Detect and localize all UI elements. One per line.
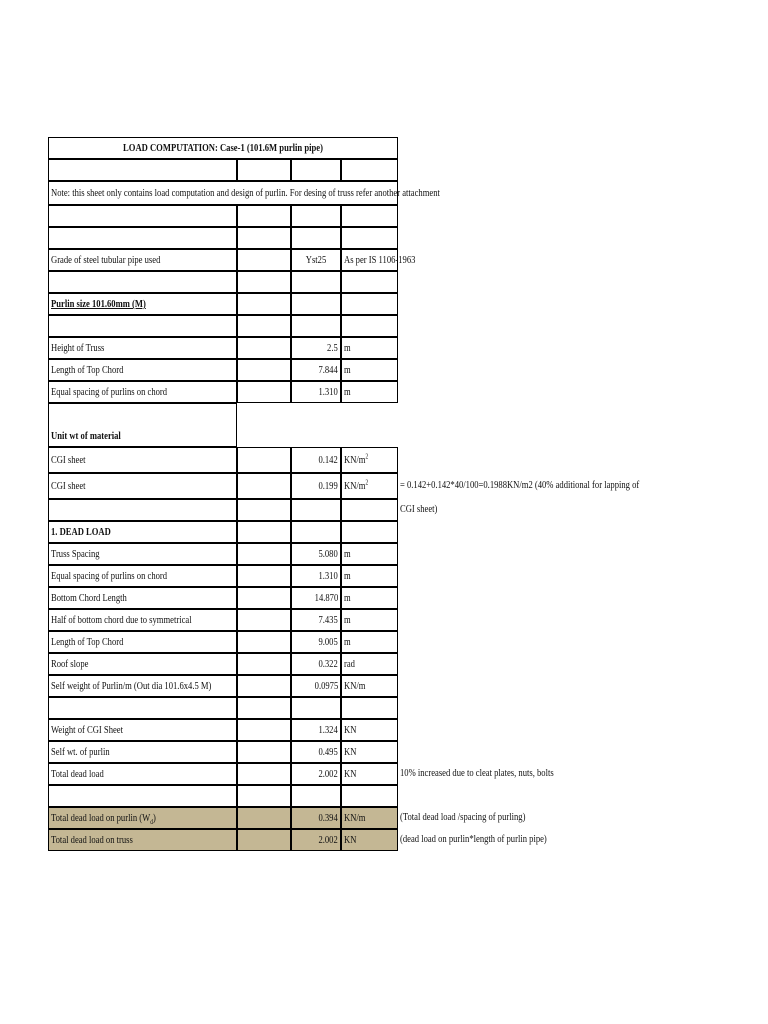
row-unit: m: [344, 592, 351, 604]
empty-cell: [237, 159, 291, 181]
unit-cell: [341, 675, 398, 697]
empty-cell: [237, 785, 291, 807]
empty-cell: [237, 587, 291, 609]
empty-cell: [341, 697, 398, 719]
unit-cell: [341, 565, 398, 587]
empty-cell: [48, 403, 237, 425]
row-value: 1.310: [318, 386, 338, 398]
value-cell: [291, 447, 341, 473]
row-unit: KN/m: [344, 480, 366, 492]
value-cell: [291, 763, 341, 785]
empty-cell: [341, 521, 398, 543]
empty-cell: [237, 543, 291, 565]
empty-cell: [237, 807, 291, 829]
value-cell: [291, 807, 341, 829]
label-cell: [48, 609, 237, 631]
row-value: 14.870: [314, 592, 338, 604]
label-cell: [48, 381, 237, 403]
unit-cell: [341, 741, 398, 763]
row-label: Length of Top Chord: [51, 364, 124, 376]
value-cell: [291, 653, 341, 675]
row-unit: KN: [344, 746, 357, 758]
total-label: [51, 834, 133, 847]
unit-cell: [341, 587, 398, 609]
empty-cell: [291, 205, 341, 227]
remark-text: (dead load on purlin*length of purlin pipe): [400, 833, 547, 845]
empty-cell: [341, 205, 398, 227]
label-cell: [48, 587, 237, 609]
empty-cell: [237, 719, 291, 741]
row-value: 0.322: [318, 658, 338, 670]
unit-cell: [341, 631, 398, 653]
label-cell: [48, 829, 237, 851]
value-cell: [291, 359, 341, 381]
grade-label: Grade of steel tubular pipe used: [51, 254, 161, 266]
row-value: 7.435: [318, 614, 338, 626]
value-cell: [291, 631, 341, 653]
label-cell: [48, 653, 237, 675]
row-value: 2.002: [318, 834, 338, 846]
row-value: 0.394: [318, 812, 338, 824]
purlin-heading: Purlin size 101.60mm (M): [51, 298, 146, 310]
row-label: Total dead load: [51, 768, 104, 780]
row-unit: m: [344, 570, 351, 582]
empty-cell: [291, 227, 341, 249]
empty-cell: [48, 499, 237, 521]
empty-cell: [341, 227, 398, 249]
row-label: Weight of CGI Sheet: [51, 724, 123, 736]
value-cell: [291, 829, 341, 851]
empty-cell: [237, 675, 291, 697]
empty-cell: [291, 785, 341, 807]
unit-cell: [341, 543, 398, 565]
unit-cell: [341, 807, 398, 829]
empty-cell: [291, 271, 341, 293]
remark-text: 10% increased due to cleat plates, nuts, bolts: [400, 767, 554, 779]
note-text: Note: this sheet only contains load computation and design of purlin. For desing of truss refer another attachment: [51, 187, 440, 199]
empty-cell: [291, 521, 341, 543]
empty-cell: [237, 227, 291, 249]
row-unit: KN/m: [344, 680, 366, 692]
label-cell: [48, 565, 237, 587]
empty-cell: [341, 315, 398, 337]
label-cell: [48, 631, 237, 653]
row-label: CGI sheet: [51, 480, 86, 492]
row-value: 1.310: [318, 570, 338, 582]
empty-cell: [237, 337, 291, 359]
empty-cell: [48, 785, 237, 807]
row-unit: KN: [344, 768, 357, 780]
total-label-text: Total dead load on purlin (W: [51, 812, 151, 824]
row-label: Half of bottom chord due to symmetrical: [51, 614, 192, 626]
empty-cell: [237, 653, 291, 675]
empty-cell: [48, 315, 237, 337]
dead-load-heading: 1. DEAD LOAD: [51, 526, 111, 538]
value-cell: [291, 741, 341, 763]
empty-cell: [237, 293, 291, 315]
value-cell: [291, 609, 341, 631]
row-label: Equal spacing of purlins on chord: [51, 386, 168, 398]
grade-ref-cell: [341, 249, 416, 271]
unit-with-sup: [344, 454, 368, 467]
row-label: CGI sheet: [51, 454, 86, 466]
unit-wt-heading: Unit wt of material: [51, 429, 121, 442]
grade-label-cell: [48, 249, 237, 271]
empty-cell: [237, 565, 291, 587]
row-label: Self wt. of purlin: [51, 746, 110, 758]
empty-cell: [237, 499, 291, 521]
empty-cell: [48, 271, 237, 293]
empty-cell: [237, 249, 291, 271]
empty-cell: [237, 697, 291, 719]
value-cell: [291, 587, 341, 609]
empty-cell: [341, 785, 398, 807]
empty-cell: [48, 205, 237, 227]
purlin-heading-cell: [48, 293, 237, 315]
row-unit: KN/m: [344, 812, 366, 824]
empty-cell: [237, 741, 291, 763]
value-cell: [291, 543, 341, 565]
empty-cell: [237, 631, 291, 653]
label-cell: [48, 763, 237, 785]
empty-cell: [341, 271, 398, 293]
unit-cell: [341, 829, 398, 851]
row-unit: m: [344, 548, 351, 560]
row-unit: KN: [344, 724, 357, 736]
label-cell: [48, 337, 237, 359]
empty-cell: [237, 381, 291, 403]
row-unit: m: [344, 342, 351, 354]
note-cell: [48, 181, 440, 205]
row-unit: KN: [344, 834, 357, 846]
empty-cell: [237, 763, 291, 785]
unit-cell: [341, 473, 398, 499]
value-cell: [291, 719, 341, 741]
row-value: 0.495: [318, 746, 338, 758]
row-value: 0.142: [318, 454, 338, 466]
empty-cell: [237, 609, 291, 631]
value-cell: [291, 337, 341, 359]
row-label: Truss Spacing: [51, 548, 100, 560]
value-cell: [291, 675, 341, 697]
sheet-title: LOAD COMPUTATION: Case-1 (101.6M purlin pipe): [123, 142, 323, 154]
row-value: 7.844: [318, 364, 338, 376]
row-unit: KN/m: [344, 454, 366, 466]
empty-cell: [237, 205, 291, 227]
label-cell: [48, 359, 237, 381]
row-unit: m: [344, 614, 351, 626]
row-label: Length of Top Chord: [51, 636, 124, 648]
empty-cell: [237, 473, 291, 499]
row-unit: m: [344, 386, 351, 398]
remark-text: (Total dead load /spacing of purling): [400, 811, 526, 823]
row-value: 0.199: [318, 480, 338, 492]
dead-load-heading-cell: [48, 521, 237, 543]
unit-superscript: 2: [365, 478, 369, 487]
row-value: 0.0975: [314, 680, 338, 692]
row-label: Roof slope: [51, 658, 89, 670]
row-value: 2.002: [318, 768, 338, 780]
row-label: Self weight of Purlin/m (Out dia 101.6x4.5 M): [51, 680, 212, 692]
empty-cell: [48, 697, 237, 719]
unit-cell: [341, 719, 398, 741]
remark-text-continued: CGI sheet): [400, 503, 438, 515]
row-value: 5.080: [318, 548, 338, 560]
unit-with-sup: [344, 480, 368, 493]
total-label: [51, 812, 156, 825]
empty-cell: [237, 829, 291, 851]
row-unit: m: [344, 364, 351, 376]
label-cell: [48, 719, 237, 741]
unit-cell: [341, 763, 398, 785]
empty-cell: [237, 359, 291, 381]
value-cell: [291, 473, 341, 499]
total-label-subscript: d: [150, 818, 153, 827]
empty-cell: [48, 227, 237, 249]
row-value: 9.005: [318, 636, 338, 648]
empty-cell: [237, 521, 291, 543]
unit-cell: [341, 447, 398, 473]
remark-text: = 0.142+0.142*40/100=0.1988KN/m2 (40% additional for lapping of: [400, 479, 640, 491]
grade-value: Yst25: [305, 254, 327, 266]
empty-cell: [291, 315, 341, 337]
row-label: Height of Truss: [51, 342, 105, 354]
empty-cell: [48, 159, 237, 181]
unit-cell: [341, 653, 398, 675]
empty-cell: [291, 293, 341, 315]
row-unit: m: [344, 636, 351, 648]
row-label: Equal spacing of purlins on chord: [51, 570, 168, 582]
empty-cell: [341, 499, 398, 521]
label-cell: [48, 807, 237, 829]
row-label: Bottom Chord Length: [51, 592, 127, 604]
value-cell: [291, 565, 341, 587]
label-cell: [48, 447, 237, 473]
unit-cell: [341, 381, 398, 403]
grade-value-cell: [291, 249, 341, 271]
row-value: 1.324: [318, 724, 338, 736]
unit-superscript: 2: [365, 452, 369, 461]
label-cell: [48, 741, 237, 763]
total-label-text: Total dead load on truss: [51, 834, 133, 846]
total-label-end: ): [152, 812, 156, 824]
unit-cell: [341, 359, 398, 381]
empty-cell: [341, 293, 398, 315]
empty-cell: [237, 447, 291, 473]
row-unit: rad: [344, 658, 355, 670]
label-cell: [48, 675, 237, 697]
empty-cell: [341, 159, 398, 181]
unit-cell: [341, 609, 398, 631]
empty-cell: [237, 315, 291, 337]
label-cell: [48, 543, 237, 565]
value-cell: [291, 381, 341, 403]
empty-cell: [291, 499, 341, 521]
empty-cell: [291, 697, 341, 719]
unit-cell: [341, 337, 398, 359]
empty-cell: [291, 159, 341, 181]
label-cell: [48, 473, 237, 499]
unit-wt-heading-cell: [48, 425, 237, 447]
grade-ref: As per IS 1106-1963: [344, 254, 416, 266]
row-value: 2.5: [327, 342, 338, 354]
empty-cell: [237, 271, 291, 293]
title-cell: [48, 137, 398, 159]
